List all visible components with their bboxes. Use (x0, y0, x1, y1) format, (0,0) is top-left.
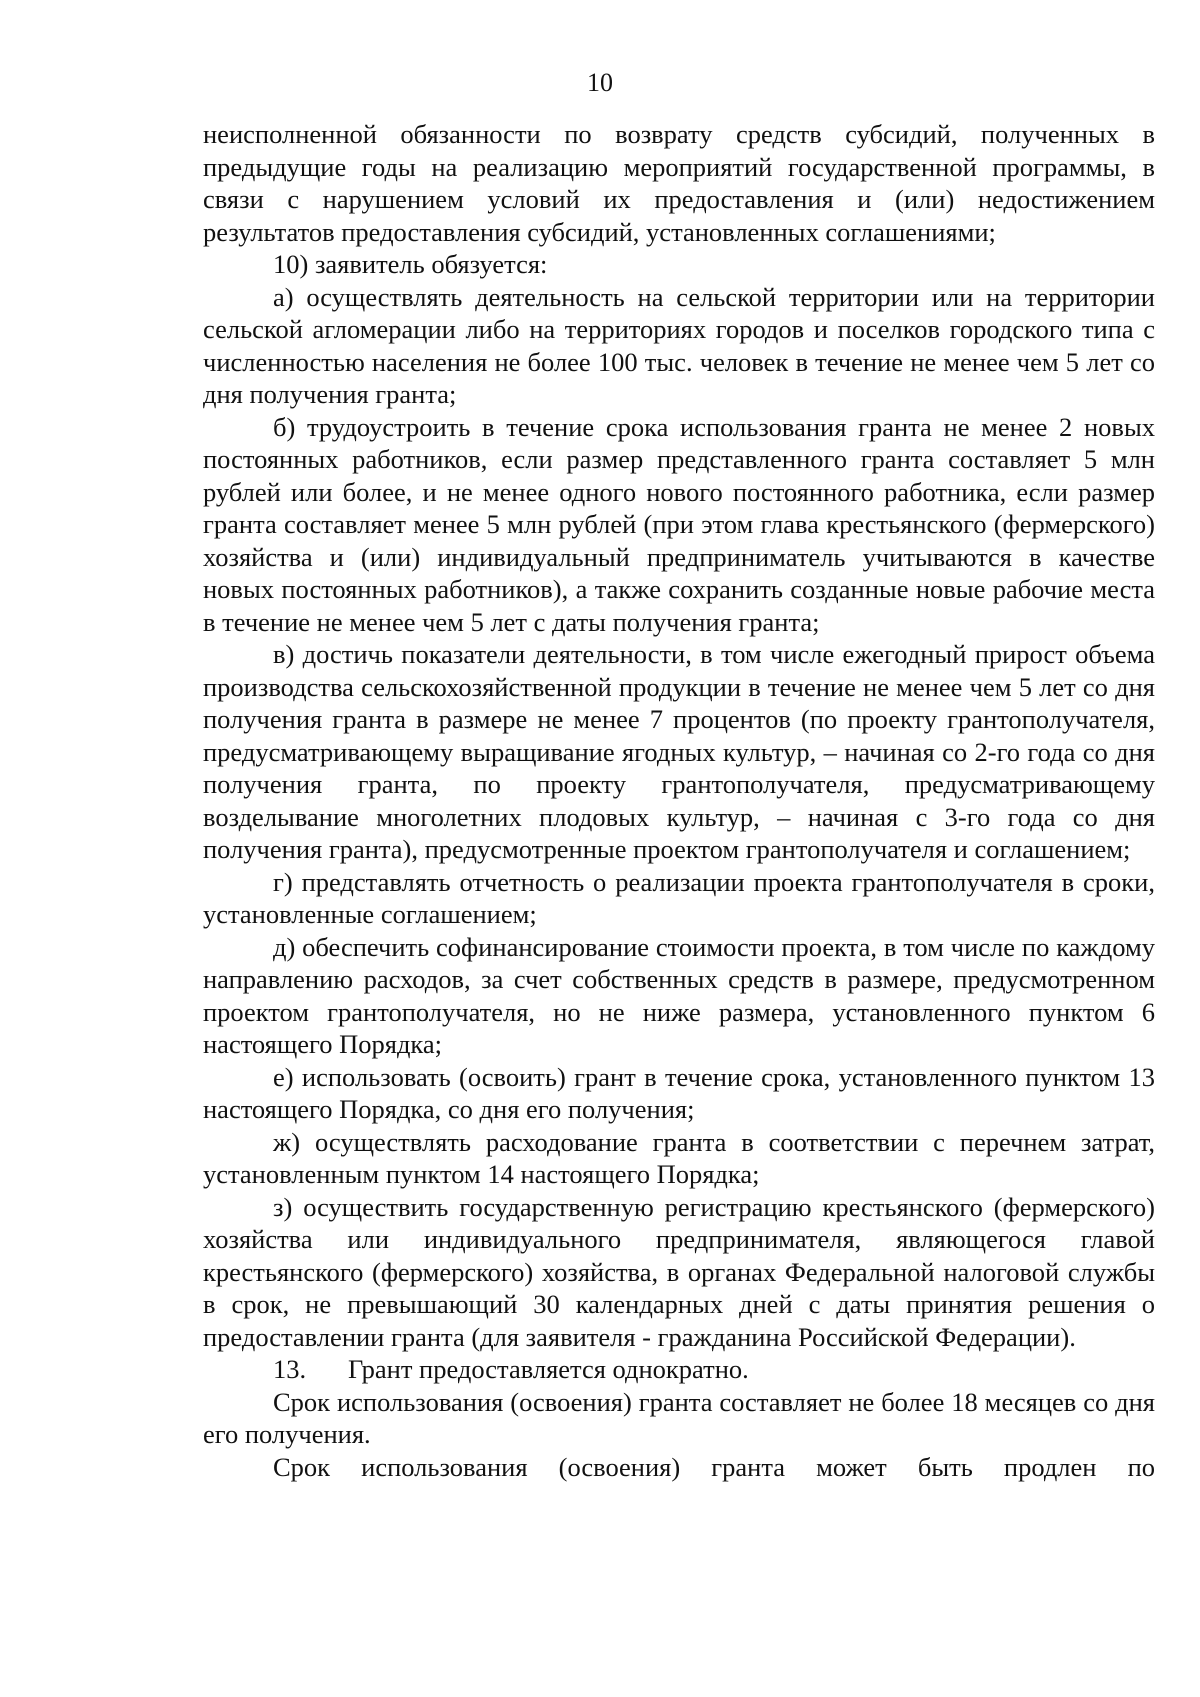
paragraph-subitem-b: б) трудоустроить в течение срока использования гранта не менее 2 новых постоянных работников, если размер представленного гранта составляет 5 млн рублей или более, и не менее одного нового постоянного работника, если размер гранта составляет менее 5 млн рублей (при этом глава крестьянского (фермерского) хозяйства и (или) индивидуальный предприниматель учитываются в качестве новых постоянных работников), а также сохранить созданные новые рабочие места в течение не менее чем 5 лет с даты получения гранта; (203, 411, 1155, 637)
paragraph-subitem-g: г) представлять отчетность о реализации проекта грантополучателя в сроки, установленные соглашением; (203, 866, 1155, 929)
paragraph-subitem-zh: ж) осуществлять расходование гранта в соответствии с перечнем затрат, установленным пунктом 14 настоящего Порядка; (203, 1126, 1155, 1189)
item-13-text: Грант предоставляется однократно. (348, 1354, 749, 1384)
paragraph-term-extension: Срок использования (освоения) гранта может быть продлен по (273, 1451, 1155, 1482)
document-body (203, 118, 1155, 1483)
paragraph-subitem-a: а) осуществлять деятельность на сельской территории или на территории сельской агломерации либо на территориях городов и поселков городского типа с численностью населения не более 100 тыс. человек в течение не менее чем 5 лет со дня получения гранта; (203, 281, 1155, 409)
paragraph-subitem-e: е) использовать (освоить) грант в течение срока, установленного пунктом 13 настоящего Порядка, со дня его получения; (203, 1061, 1155, 1124)
paragraph-term-duration: Срок использования (освоения) гранта составляет не более 18 месяцев со дня его получения. (203, 1386, 1155, 1449)
paragraph-continuation: неисполненной обязанности по возврату средств субсидий, полученных в предыдущие годы на реализацию мероприятий государственной программы, в связи с нарушением условий их предоставления и (или) недостижением результатов предоставления субсидий, установленных соглашениями; (203, 119, 1155, 247)
paragraph-item-10: 10) заявитель обязуется: (273, 249, 548, 279)
paragraph-subitem-v: в) достичь показатели деятельности, в том числе ежегодный прирост объема производства сельскохозяйственной продукции в течение не менее чем 5 лет со дня получения гранта в размере не менее 7 процентов (по проекту грантополучателя, предусматривающему выращивание ягодных культур, – начиная со 2-го года со дня получения гранта, по проекту грантополучателя, предусматривающему возделывание многолетних плодовых культур, – начиная с 3-го года со дня получения гранта), предусмотренные проектом грантополучателя и соглашением; (203, 639, 1155, 864)
page-number: 10 (587, 68, 613, 97)
paragraph-subitem-d: д) обеспечить софинансирование стоимости проекта, в том числе по каждому направлению расходов, за счет собственных средств в размере, предусмотренном проектом грантополучателя, но не ниже размера, установленного пунктом 6 настоящего Порядка; (203, 931, 1155, 1059)
paragraph-item-13 (203, 1353, 1155, 1386)
paragraph-subitem-z: з) осуществить государственную регистрацию крестьянского (фермерского) хозяйства или индивидуального предпринимателя, являющегося главой крестьянского (фермерского) хозяйства, в органах Федеральной налоговой службы в срок, не превышающий 30 календарных дней с даты принятия решения о предоставлении гранта (для заявителя - гражданина Российской Федерации). (203, 1191, 1155, 1352)
item-13-number: 13. (273, 1354, 307, 1384)
